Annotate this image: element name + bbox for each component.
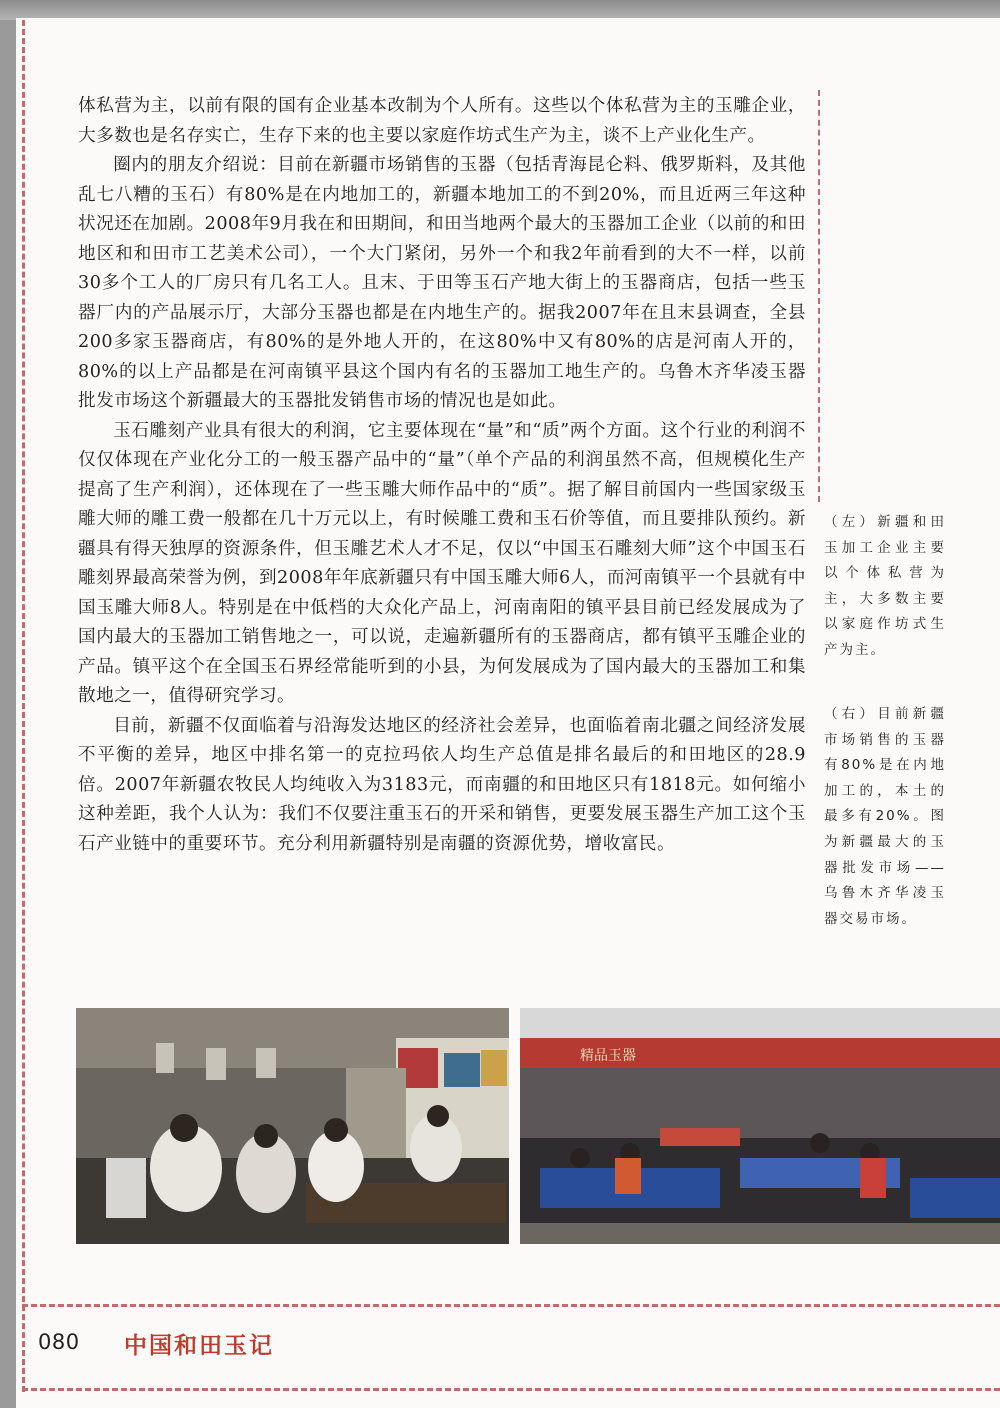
footer-dashed-rule: [22, 1304, 1000, 1307]
page-edge: [0, 0, 1000, 20]
book-title: 中国和田玉记: [124, 1332, 274, 1359]
left-dashed-border: [22, 20, 25, 1392]
bottom-dashed-border: [22, 1388, 1000, 1391]
paragraph: 圈内的朋友介绍说：目前在新疆市场销售的玉器（包括青海昆仑料、俄罗斯料，及其他乱七八糟的玉石）有80%是在内地加工的，新疆本地加工的不到20%，而且近两三年这种状况还在加剧。2008年9月我在和田期间，和田当地两个最大的玉器加工企业（以前的和田地区和和田市工艺美术公司），一个大门紧闭，另外一个和我2年前看到的大不一样，以前30多个工人的厂房只有几名工人。且末、于田等玉石产地大街上的玉器商店，包括一些玉器厂内的产品展示厅，大部分玉器也都是在内地生产的。据我2007年在且末县调查，全县200多家玉器商店，有80%的是外地人开的，在这80%中又有80%的店是河南人开的，80%的以上产品都是在河南镇平县这个国内有名的玉器加工地生产的。乌鲁木齐华凌玉器批发市场这个新疆最大的玉器批发销售市场的情况也是如此。: [78, 155, 806, 411]
page-number: 080: [38, 1330, 80, 1354]
paragraph: 目前，新疆不仅面临着与沿海发达地区的经济社会差异，也面临着南北疆之间经济发展不平衡的差异，地区中排名第一的克拉玛依人均生产总值是排名最后的和田地区的28.9倍。2007年新疆农牧民人均纯收入为3183元，而南疆的和田地区只有1818元。如何缩小这种差距，我个人认为：我们不仅要注重玉石的开采和销售，更要发展玉器生产加工这个玉石产业链中的重要环节。充分利用新疆特别是南疆的资源优势，增收富民。: [78, 715, 806, 854]
paragraph: 体私营为主，以前有限的国有企业基本改制为个人所有。这些以个体私营为主的玉雕企业，大多数也是名存实亡，生存下来的也主要以家庭作坊式生产为主，谈不上产业化生产。: [78, 96, 806, 146]
caption-left-photo: （左）新疆和田玉加工企业主要以个体私营为主，大多数主要以家庭作坊式生产为主。: [824, 514, 946, 658]
photo-wholesale-market: [520, 1008, 1000, 1244]
paragraph: 玉石雕刻产业具有很大的利润，它主要体现在“量”和“质”两个方面。这个行业的利润不仅仅体现在产业化分工的一般玉器产品中的“量”（单个产品的利润虽然不高，但规模化生产提高了生产利润），还体现在了一些玉雕大师作品中的“质”。据了解目前国内一些国家级玉雕大师的雕工费一般都在几十万元以上，有时候雕工费和玉石价等值，而且要排队预约。新疆具有得天独厚的资源条件，但玉雕艺术人才不足，仅以“中国玉石雕刻大师”这个中国玉石雕刻界最高荣誉为例，到2008年年底新疆只有中国玉雕大师6人，而河南镇平一个县就有中国玉雕大师8人。特别是在中低档的大众化产品上，河南南阳的镇平县目前已经发展成为了国内最大的玉器加工销售地之一，可以说，走遍新疆所有的玉器商店，都有镇平玉雕企业的产品。镇平这个在全国玉石界经常能听到的小县，为何发展成为了国内最大的玉器加工和集散地之一，值得研究学习。: [78, 420, 806, 706]
caption-right-photo: （右）目前新疆市场销售的玉器有80%是在内地加工的，本土的最多有20%。图为新疆最大的玉器批发市场——乌鲁木齐华凌玉器交易市场。: [824, 706, 946, 927]
market-sign: 精品玉器: [580, 1048, 636, 1064]
photo-jade-workshop: [76, 1008, 509, 1244]
article-body: [78, 92, 806, 859]
sidebar-dashed-divider: [818, 90, 820, 502]
